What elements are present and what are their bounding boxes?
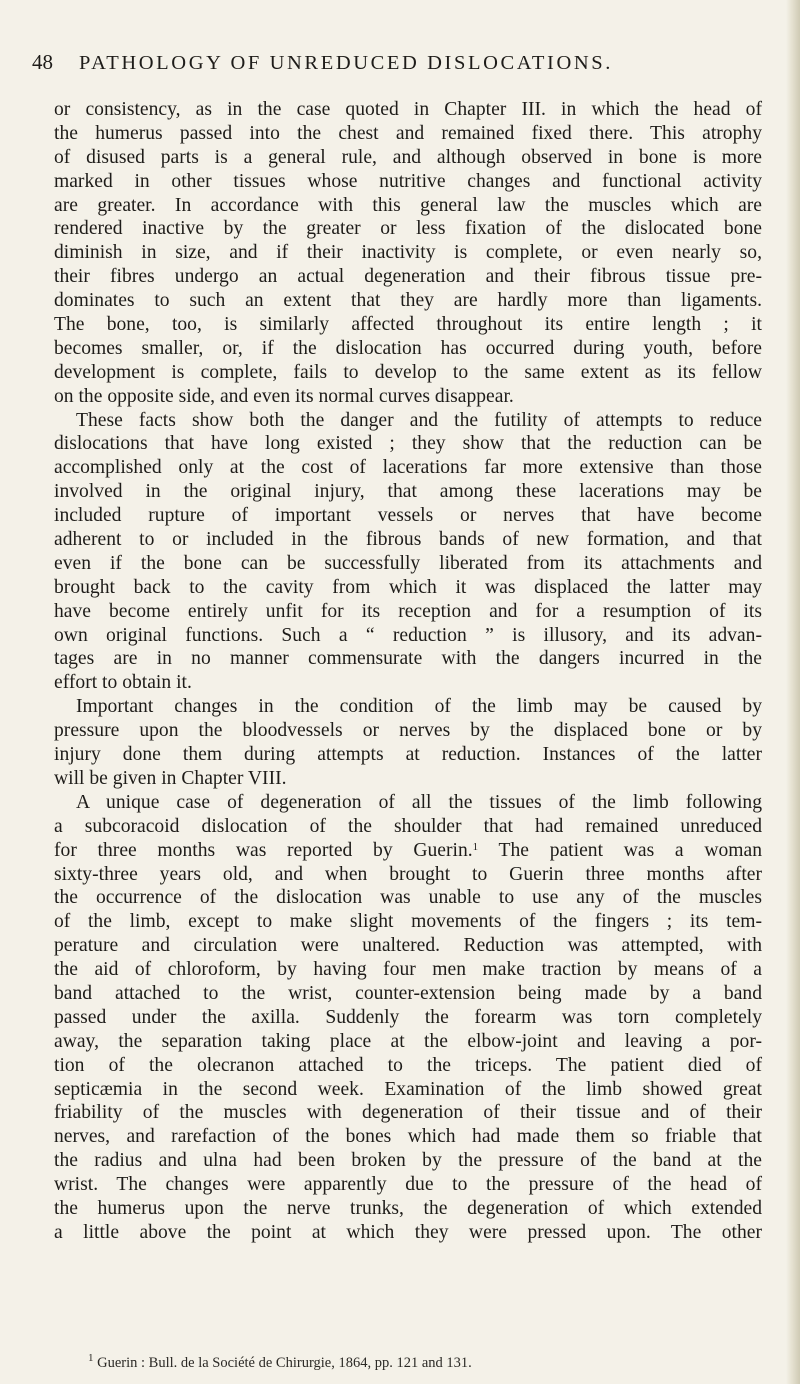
text-line: the occurrence of the dislocation was unable to use any of the muscles xyxy=(54,887,762,909)
text-line: the humerus passed into the chest and remained fixed there. This atrophy xyxy=(54,122,762,144)
footnote-marker: 1 xyxy=(88,1352,94,1364)
footnote-reference: 1 xyxy=(472,840,479,853)
footnote-text: Guerin : Bull. de la Société de Chirurgie, 1864, pp. 121 and 131. xyxy=(97,1355,472,1371)
text-line-with-footnote-ref xyxy=(54,839,762,863)
text-line: a little above the point at which they were pressed upon. The other xyxy=(54,1221,762,1243)
text-line: diminish in size, and if their inactivity is complete, or even nearly so, xyxy=(54,242,762,264)
text-line: adherent to or included in the fibrous bands of new formation, and that xyxy=(54,529,762,551)
text-line: even if the bone can be successfully liberated from its attachments and xyxy=(54,552,762,574)
paragraph-start-line: Important changes in the condition of the limb may be caused by xyxy=(76,696,762,718)
text-line: development is complete, fails to develop to the same extent as its fellow xyxy=(54,361,762,383)
text-line: septicæmia in the second week. Examination of the limb showed great xyxy=(54,1078,762,1100)
text-line: the radius and ulna had been broken by the pressure of the band at the xyxy=(54,1150,762,1172)
page-number: 48 xyxy=(32,50,53,74)
line-tail: The patient was a woman xyxy=(498,839,763,861)
text-line: away, the separation taking place at the elbow-joint and leaving a por- xyxy=(54,1030,762,1052)
text-line: have become entirely unfit for its reception and for a resumption of its xyxy=(54,600,762,622)
text-line: on the opposite side, and even its normal curves disappear. xyxy=(54,385,514,407)
text-line: are greater. In accordance with this general law the muscles which are xyxy=(54,194,762,216)
text-line: The bone, too, is similarly affected throughout its entire length ; it xyxy=(54,314,762,336)
text-line: accomplished only at the cost of lacerations far more extensive than those xyxy=(54,457,762,479)
body-text xyxy=(54,98,762,1245)
text-line: perature and circulation were unaltered. Reduction was attempted, with xyxy=(54,935,762,957)
text-line: injury done them during attempts at reduction. Instances of the latter xyxy=(54,744,762,766)
text-line: brought back to the cavity from which it was displaced the latter may xyxy=(54,576,762,598)
text-line: of the limb, except to make slight movements of the fingers ; its tem- xyxy=(54,911,762,933)
running-header xyxy=(32,50,772,80)
text-line: band attached to the wrist, counter-extension being made by a band xyxy=(54,982,762,1004)
text-line: passed under the axilla. Suddenly the forearm was torn completely xyxy=(54,1006,762,1028)
text-line: dislocations that have long existed ; they show that the reduction can be xyxy=(54,433,762,455)
text-line: effort to obtain it. xyxy=(54,672,192,694)
page-edge xyxy=(786,0,800,1384)
text-line: tion of the olecranon attached to the triceps. The patient died of xyxy=(54,1054,762,1076)
line-head: for three months was reported by Guerin. xyxy=(54,839,473,861)
text-line: pressure upon the bloodvessels or nerves by the displaced bone or by xyxy=(54,720,762,742)
text-line: nerves, and rarefaction of the bones which had made them so friable that xyxy=(54,1126,762,1148)
text-line: marked in other tissues whose nutritive changes and functional activity xyxy=(54,170,762,192)
text-line: the humerus upon the nerve trunks, the degeneration of which extended xyxy=(54,1197,762,1219)
text-line: included rupture of important vessels or nerves that have become xyxy=(54,505,762,527)
text-line: of disused parts is a general rule, and although observed in bone is more xyxy=(54,146,762,168)
text-line: own original functions. Such a “ reduction ” is illusory, and its advan- xyxy=(54,624,762,646)
text-line: their fibres undergo an actual degeneration and their fibrous tissue pre- xyxy=(54,266,762,288)
paragraph-start-line: These facts show both the danger and the futility of attempts to reduce xyxy=(76,409,762,431)
text-line: wrist. The changes were apparently due to the pressure of the head of xyxy=(54,1174,762,1196)
text-line: involved in the original injury, that among these lacerations may be xyxy=(54,481,762,503)
text-line: or consistency, as in the case quoted in Chapter III. in which the head of xyxy=(54,99,762,120)
text-line: will be given in Chapter VIII. xyxy=(54,767,287,789)
text-line: rendered inactive by the greater or less fixation of the dislocated bone xyxy=(54,218,762,240)
text-line: friability of the muscles with degeneration of their tissue and of their xyxy=(54,1102,762,1124)
text-line: the aid of chloroform, by having four men make traction by means of a xyxy=(54,959,762,981)
running-title: PATHOLOGY OF UNREDUCED DISLOCATIONS. xyxy=(79,52,613,74)
paragraph-start-line: A unique case of degeneration of all the tissues of the limb following xyxy=(76,791,762,813)
footnote xyxy=(88,1352,758,1372)
text-line: becomes smaller, or, if the dislocation has occurred during youth, before xyxy=(54,337,762,359)
text-line: dominates to such an extent that they are hardly more than ligaments. xyxy=(54,290,762,312)
text-line: sixty-three years old, and when brought to Guerin three months after xyxy=(54,863,762,885)
text-line: tages are in no manner commensurate with the dangers incurred in the xyxy=(54,648,762,670)
text-line: a subcoracoid dislocation of the shoulder that had remained unreduced xyxy=(54,815,762,837)
